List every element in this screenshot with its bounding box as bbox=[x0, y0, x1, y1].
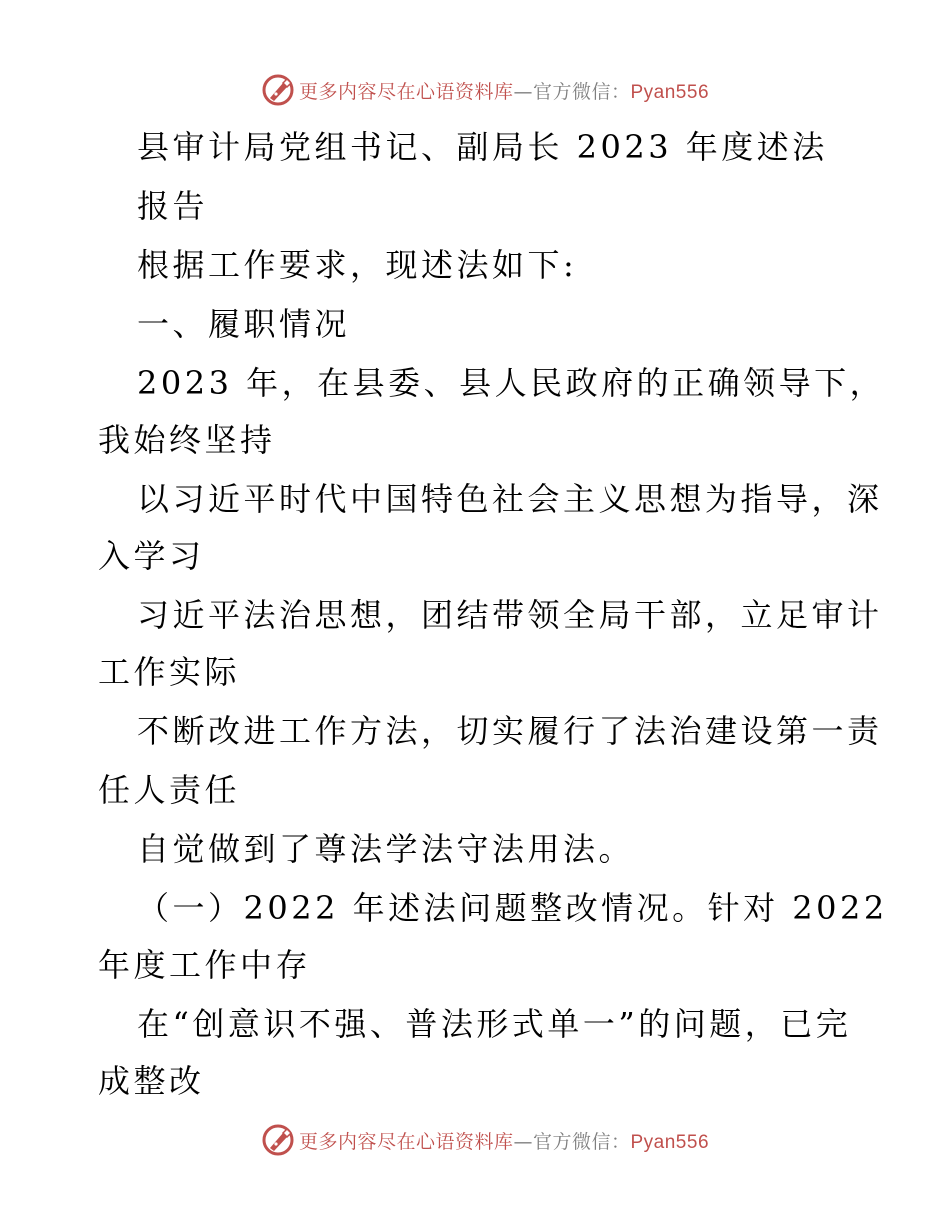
paragraph-line: 任人责任 bbox=[98, 771, 241, 809]
header-watermark bbox=[0, 70, 950, 110]
watermark-label: 官方微信： bbox=[532, 80, 631, 103]
footer-watermark bbox=[0, 1120, 950, 1160]
pen-logo-icon bbox=[261, 73, 295, 107]
watermark-text bbox=[299, 77, 709, 104]
watermark-dash: — bbox=[513, 80, 533, 103]
pen-logo-icon bbox=[261, 1123, 295, 1157]
watermark-text bbox=[299, 1127, 709, 1154]
paragraph-line: 不断改进工作方法，切实履行了法治建设第一责 bbox=[137, 712, 883, 750]
paragraph-line: 习近平法治思想，团结带领全局干部，立足审计 bbox=[137, 596, 883, 634]
watermark-id: Pyan556 bbox=[630, 1131, 710, 1153]
paragraph-line: 以习近平时代中国特色社会主义思想为指导，深 bbox=[137, 480, 883, 518]
paragraph-line: 年度工作中存 bbox=[98, 946, 312, 984]
paragraph-line: 2023 年，在县委、县人民政府的正确领导下， bbox=[137, 364, 886, 402]
paragraph-line: 入学习 bbox=[98, 537, 205, 575]
paragraph-line: 我始终坚持 bbox=[98, 421, 276, 459]
watermark-id: Pyan556 bbox=[630, 81, 710, 103]
paragraph-line: 成整改 bbox=[98, 1062, 205, 1100]
subsection-heading: （一）2022 年述法问题整改情况。针对 2022 bbox=[137, 889, 888, 927]
paragraph-line: 工作实际 bbox=[98, 653, 241, 691]
paragraph-line: 自觉做到了尊法学法守法用法。 bbox=[137, 830, 635, 868]
paragraph-line: 在“创意识不强、普法形式单一”的问题，已完 bbox=[137, 1005, 852, 1043]
paragraph-line: 根据工作要求，现述法如下: bbox=[137, 246, 578, 284]
watermark-group bbox=[261, 1123, 709, 1157]
section-heading: 一、履职情况 bbox=[137, 305, 351, 343]
watermark-label: 官方微信： bbox=[532, 1130, 631, 1153]
watermark-main: 更多内容尽在心语资料库 bbox=[298, 80, 514, 103]
document-title-line-1: 县审计局党组书记、副局长 2023 年度述法 bbox=[137, 128, 828, 166]
document-title-line-2: 报告 bbox=[137, 187, 209, 225]
watermark-main: 更多内容尽在心语资料库 bbox=[298, 1130, 514, 1153]
watermark-dash: — bbox=[513, 1130, 533, 1153]
watermark-group bbox=[261, 73, 709, 107]
